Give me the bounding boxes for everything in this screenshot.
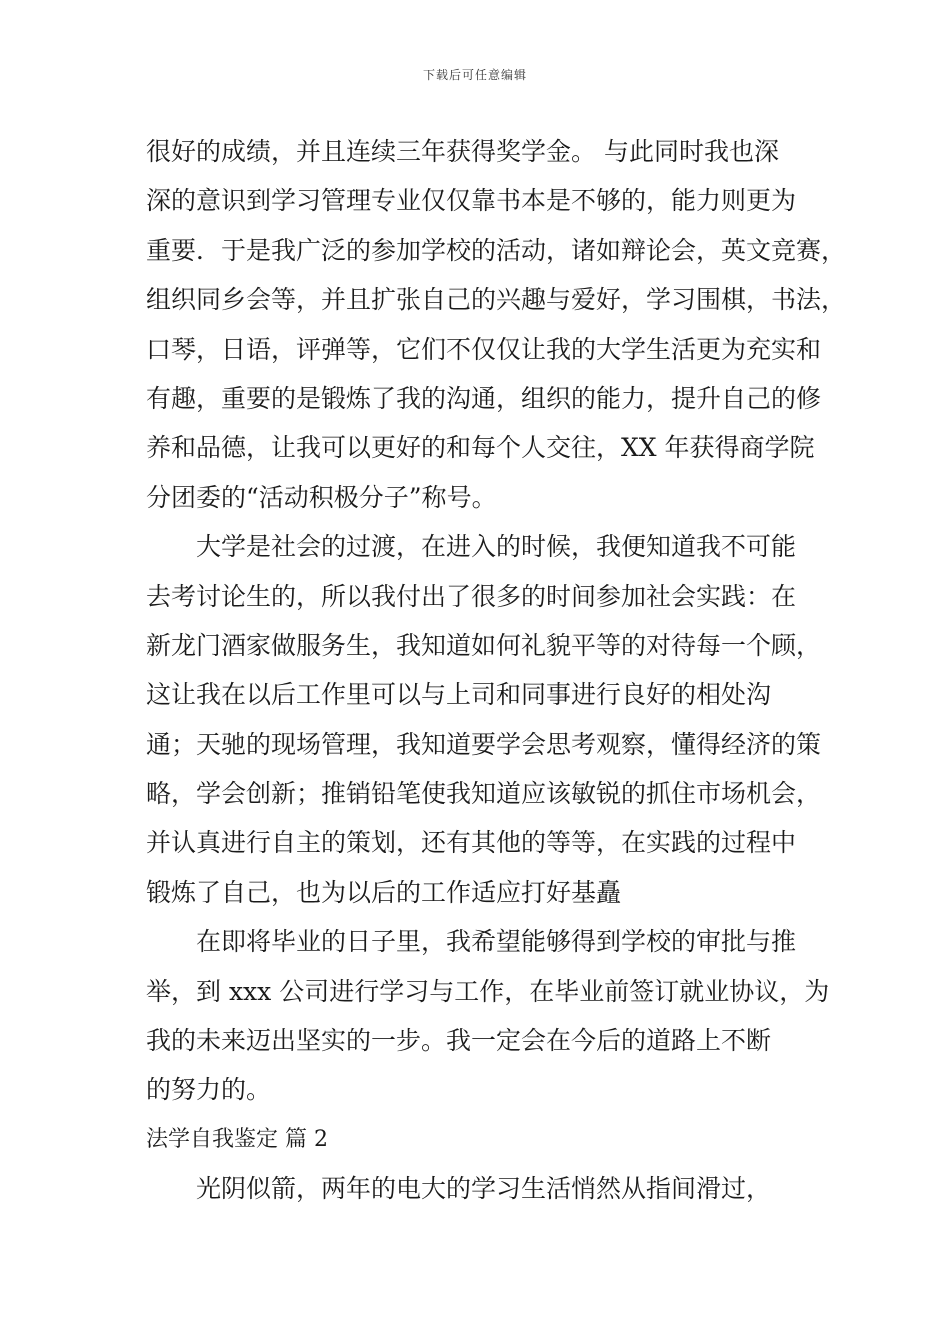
text-line: 举，到 xxx 公司进行学习与工作，在毕业前签订就业协议，为 xyxy=(146,976,830,1006)
section-heading: 法学自我鉴定 篇 2 xyxy=(146,1126,328,1152)
text-line: 养和品德，让我可以更好的和每个人交往，XX 年获得商学院 xyxy=(146,433,815,463)
text-line: 的努力的。 xyxy=(146,1075,272,1105)
document-body xyxy=(146,127,847,1214)
text-line: 分团委的“活动积极分子”称号。 xyxy=(146,482,497,512)
text-line: 重要．于是我广泛的参加学校的活动，诸如辩论会，英文竞赛， xyxy=(146,235,847,265)
paragraph-first-line: 光阴似箭，两年的电大的学习生活悄然从指间滑过， xyxy=(196,1174,772,1204)
text-line: 锻炼了自己，也为以后的工作适应打好基矗 xyxy=(146,877,622,907)
paragraph-first-line: 大学是社会的过渡，在进入的时候，我便知道我不可能 xyxy=(196,532,797,562)
text-line: 有趣，重要的是锻炼了我的沟通，组织的能力，提升自己的修 xyxy=(146,383,822,413)
text-line: 我的未来迈出坚实的一步。我一定会在今后的道路上不断 xyxy=(146,1026,772,1056)
text-line: 略，学会创新；推销铅笔使我知道应该敏锐的抓住市场机会， xyxy=(146,779,822,809)
text-line: 很好的成绩，并且连续三年获得奖学金。 与此同时我也深 xyxy=(146,137,779,166)
text-line: 组织同乡会等，并且扩张自己的兴趣与爱好，学习围棋，书法， xyxy=(146,285,847,315)
text-line: 深的意识到学习管理专业仅仅靠书本是不够的，能力则更为 xyxy=(146,186,797,216)
text-line: 这让我在以后工作里可以与上司和同事进行良好的相处沟 xyxy=(146,680,772,710)
text-line: 并认真进行自主的策划，还有其他的等等，在实践的过程中 xyxy=(146,828,797,858)
text-line: 通；天驰的现场管理，我知道要学会思考观察，懂得经济的策 xyxy=(146,729,822,759)
text-line: 去考讨论生的，所以我付出了很多的时间参加社会实践：在 xyxy=(146,581,797,611)
text-line: 新龙门酒家做服务生，我知道如何礼貌平等的对待每一个顾， xyxy=(146,630,822,660)
text-line: 口琴，日语，评弹等，它们不仅仅让我的大学生活更为充实和 xyxy=(146,334,822,364)
paragraph-first-line: 在即将毕业的日子里，我希望能够得到学校的审批与推 xyxy=(196,927,797,957)
page-header-note: 下载后可任意编辑 xyxy=(422,68,527,82)
